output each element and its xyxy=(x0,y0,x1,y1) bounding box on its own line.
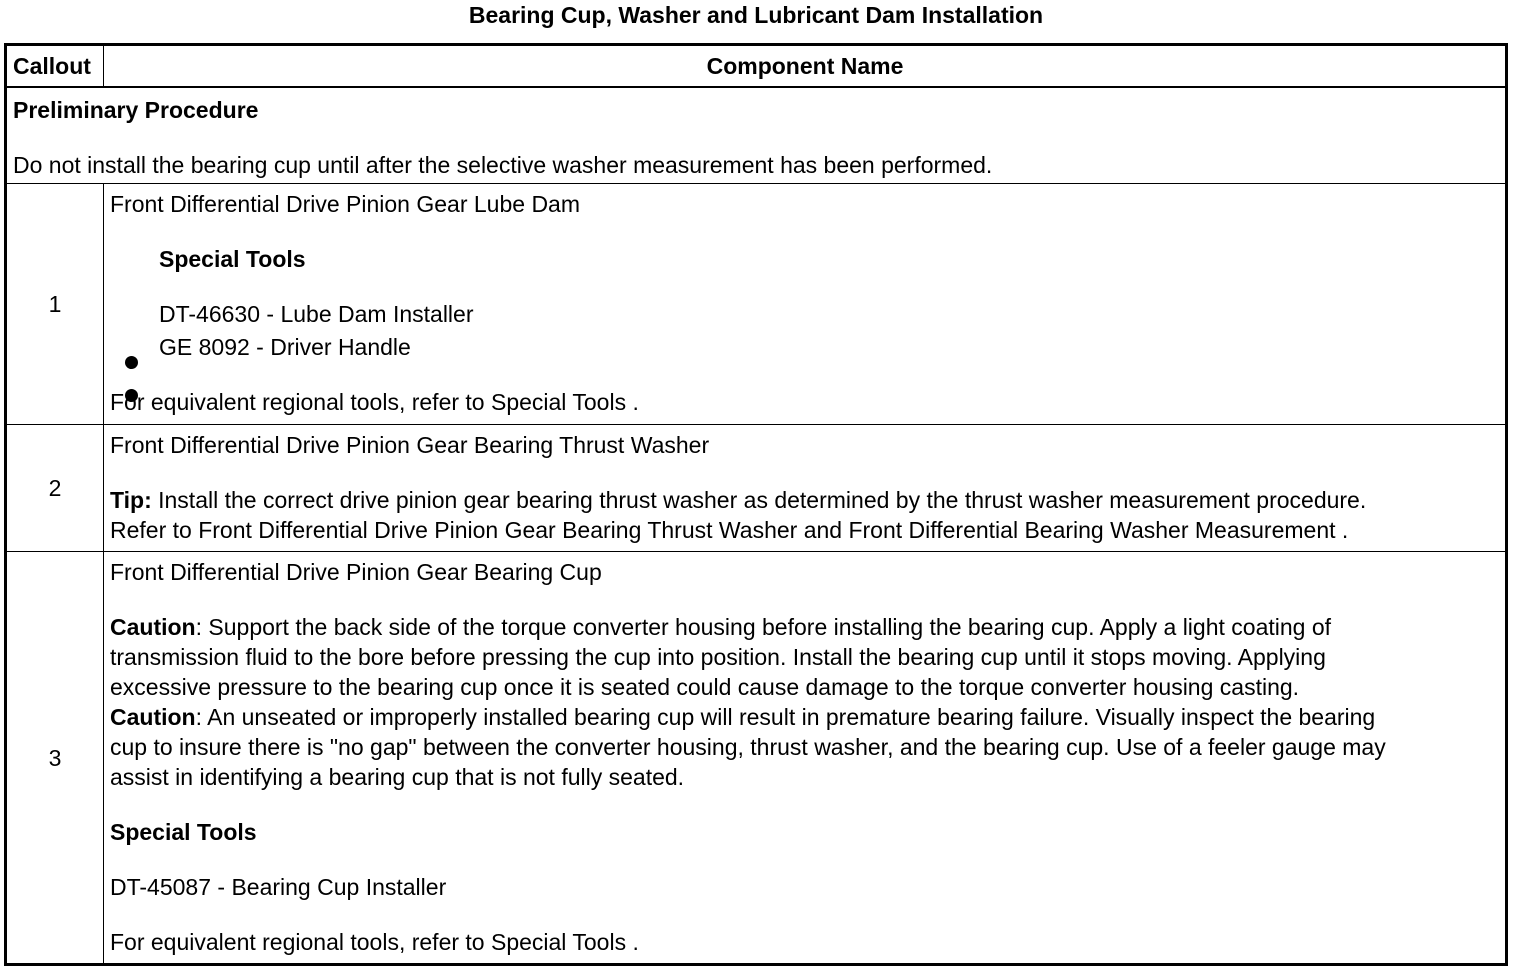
caution-1-line-3: excessive pressure to the bearing cup once it is seated could cause damage to the torque converter housing casting. xyxy=(110,674,1300,700)
tool-item: GE 8092 - Driver Handle xyxy=(159,334,411,360)
component-name-column-header: Component Name xyxy=(706,53,904,79)
table-row xyxy=(7,552,1505,963)
preliminary-heading: Preliminary Procedure xyxy=(13,97,259,123)
callout-number: 1 xyxy=(7,184,104,424)
tool-item: DT-45087 - Bearing Cup Installer xyxy=(110,874,447,900)
component-name: Front Differential Drive Pinion Gear Lube Dam xyxy=(110,191,581,217)
callout-number: 3 xyxy=(7,552,104,963)
tool-item: DT-46630 - Lube Dam Installer xyxy=(159,301,474,327)
caution-label: Caution xyxy=(110,704,196,730)
caution-2-line-1 xyxy=(110,702,1375,732)
table-header-row xyxy=(7,46,1505,88)
component-cell xyxy=(105,552,1505,963)
regional-tools-note: For equivalent regional tools, refer to Special Tools . xyxy=(110,929,639,955)
caution-text: : Support the back side of the torque converter housing before installing the bearing cup. Apply a light coating of xyxy=(195,614,1332,640)
caution-1-line-2: transmission fluid to the bore before pressing the cup into position. Install the bearing cup until it stops moving. Applying xyxy=(110,644,1326,670)
procedure-table xyxy=(4,43,1508,966)
caution-2-line-2: cup to insure there is "no gap" between the converter housing, thrust washer, and the bearing cup. Use of a feeler gauge may xyxy=(110,734,1386,760)
table-row xyxy=(7,184,1505,425)
bullet-icon xyxy=(125,356,138,369)
preliminary-procedure-row xyxy=(7,88,1505,184)
regional-tools-note: For equivalent regional tools, refer to Special Tools . xyxy=(110,389,639,415)
preliminary-text: Do not install the bearing cup until after the selective washer measurement has been performed. xyxy=(13,152,993,178)
tip-line-2: Refer to Front Differential Drive Pinion Gear Bearing Thrust Washer and Front Differential Bearing Washer Measurement . xyxy=(110,517,1349,543)
caution-2-line-3: assist in identifying a bearing cup that is not fully seated. xyxy=(110,764,685,790)
caution-label: Caution xyxy=(110,614,196,640)
tip-line-1 xyxy=(110,485,1366,515)
caution-text: : An unseated or improperly installed bearing cup will result in premature bearing failure. Visually inspect the bearing xyxy=(195,704,1376,730)
component-name: Front Differential Drive Pinion Gear Bearing Thrust Washer xyxy=(110,432,710,458)
tip-text: Install the correct drive pinion gear bearing thrust washer as determined by the thrust washer measurement procedure. xyxy=(151,487,1367,513)
special-tools-heading: Special Tools xyxy=(159,246,306,272)
tip-label: Tip: xyxy=(110,487,152,513)
table-row xyxy=(7,425,1505,552)
callout-column-header: Callout xyxy=(7,46,104,86)
caution-1-line-1 xyxy=(110,612,1331,642)
page-title: Bearing Cup, Washer and Lubricant Dam Installation xyxy=(468,2,1044,28)
callout-number: 2 xyxy=(7,425,104,551)
special-tools-heading: Special Tools xyxy=(110,819,257,845)
component-name: Front Differential Drive Pinion Gear Bearing Cup xyxy=(110,559,602,585)
component-cell xyxy=(105,425,1505,551)
component-cell xyxy=(105,184,1505,424)
